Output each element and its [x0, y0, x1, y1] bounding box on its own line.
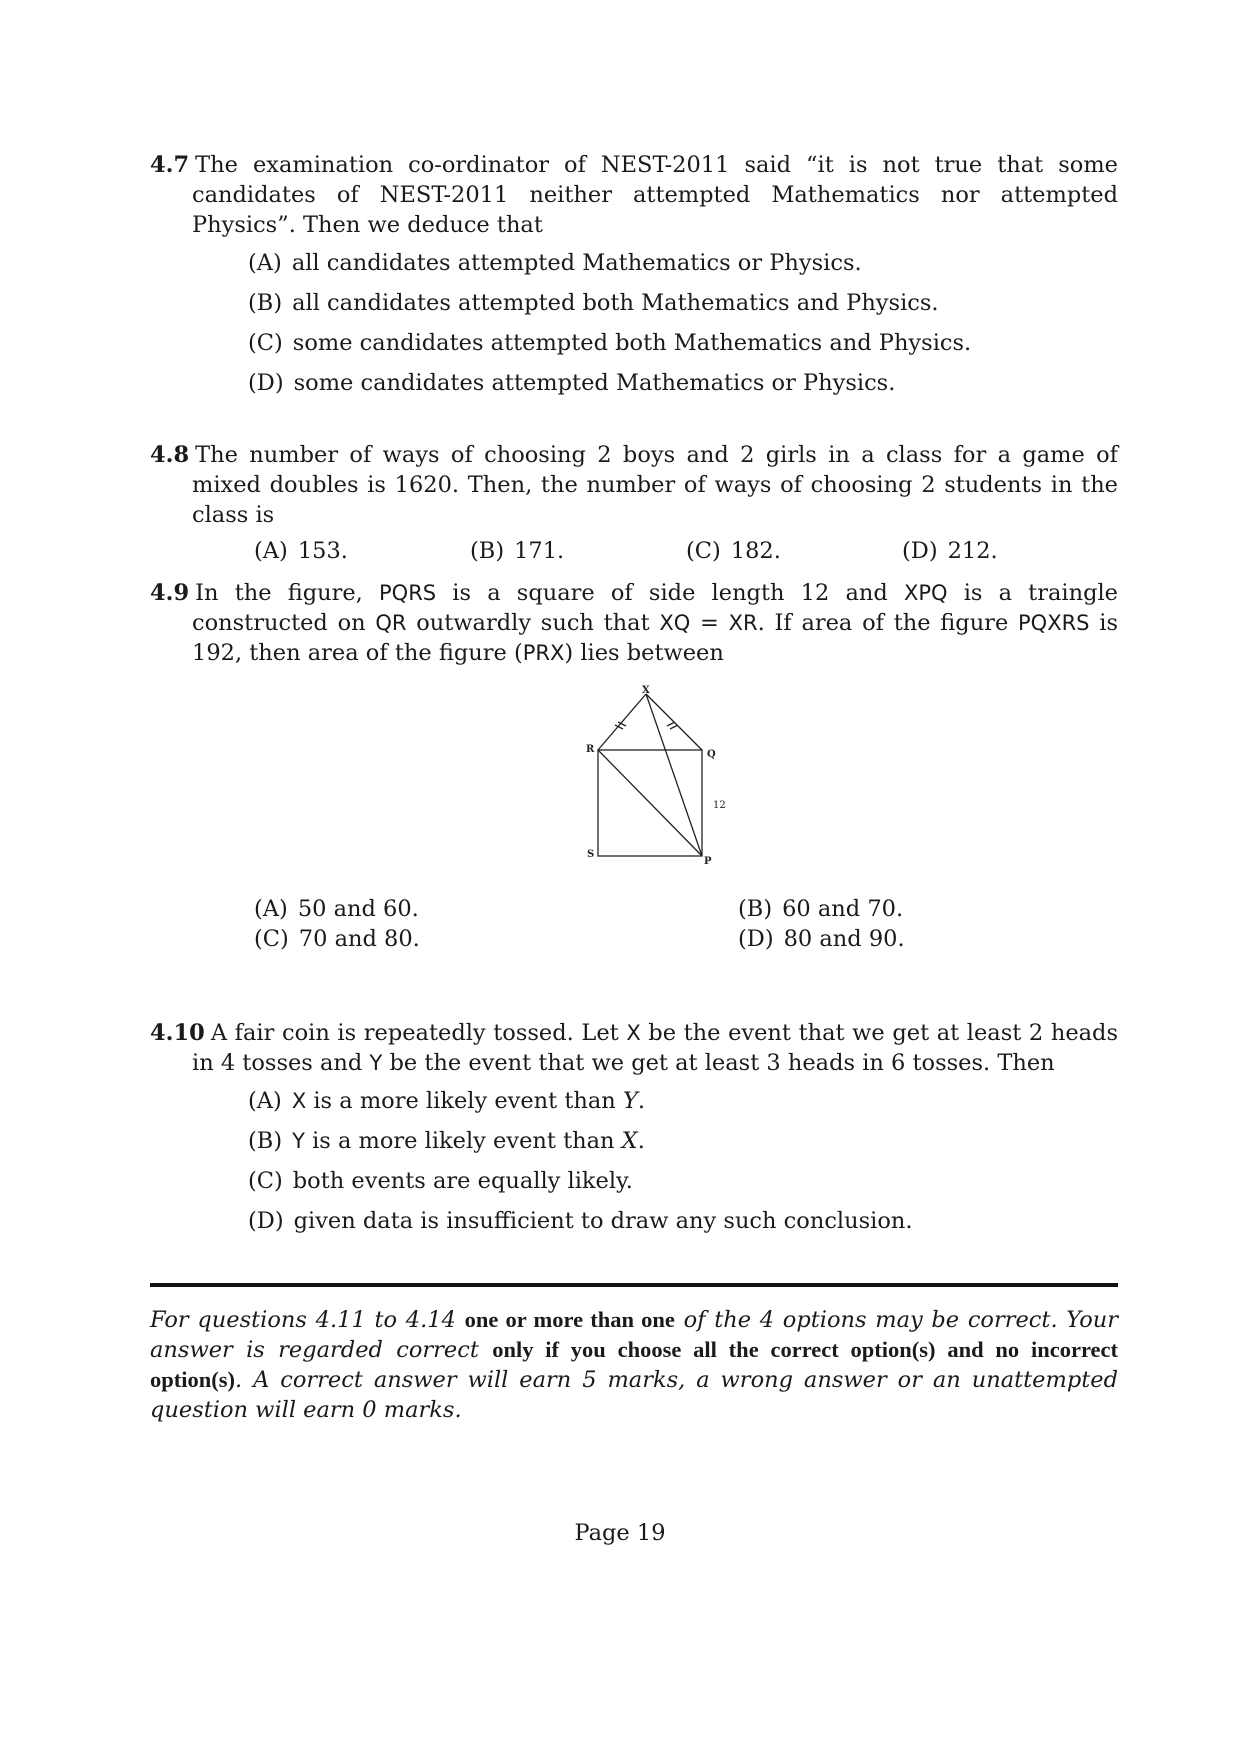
option-d[interactable]: (D) 212.: [902, 538, 998, 564]
option-d[interactable]: (D) given data is insufficient to draw any such conclusion.: [248, 1208, 913, 1234]
option-b[interactable]: (B) 171.: [470, 538, 565, 564]
options-list: [248, 1086, 1118, 1236]
option-b[interactable]: (B) 60 and 70.: [738, 896, 904, 922]
option-a[interactable]: (A) all candidates attempted Mathematics or Physics.: [248, 250, 862, 276]
option-c[interactable]: (C) 182.: [686, 538, 781, 564]
option-a[interactable]: (A) 50 and 60.: [254, 896, 419, 922]
section-divider: [150, 1283, 1118, 1287]
tick-mark: [670, 725, 678, 729]
label-r: R: [586, 744, 595, 755]
question-number: 4.10: [150, 1020, 205, 1046]
question-4-9: [150, 578, 1118, 954]
option-c[interactable]: (C) 70 and 80.: [254, 926, 420, 952]
option-a[interactable]: (A) X is a more likely event than Y.: [248, 1088, 645, 1114]
question-text: 4.10 A fair coin is repeatedly tossed. Let X be the event that we get at least 2 heads in 4 tosses and Y be the event that we get at least 3 heads in 6 tosses. Then: [150, 1020, 1118, 1076]
question-text: 4.8 The number of ways of choosing 2 boys and 2 girls in a class for a game of mixed doubles is 1620. Then, the number of ways of choosing 2 students in the class is: [150, 442, 1118, 528]
question-text: 4.7 The examination co-ordinator of NEST-2011 said “it is not true that some candidates of NEST-2011 neither attempted Mathematics nor attempted Physics”. Then we deduce that: [150, 152, 1118, 238]
options-list: [248, 248, 1118, 398]
diagonal-rp: [598, 750, 702, 856]
tick-mark: [667, 722, 675, 726]
side-xr: [598, 694, 646, 750]
page-number: Page 19: [574, 1520, 666, 1546]
label-x: X: [642, 685, 650, 696]
label-s: S: [587, 849, 595, 860]
question-text: 4.9 In the figure, PQRS is a square of side length 12 and XPQ is a traingle constructed on QR outwardly such that XQ = XR. If area of the figure PQXRS is 192, then area of the figure (PRX) lies between: [150, 580, 1118, 666]
label-p: P: [704, 856, 712, 867]
option-b[interactable]: (B) Y is a more likely event than X.: [248, 1128, 645, 1154]
side-length-label: 12: [713, 800, 726, 811]
question-number: 4.9: [150, 580, 190, 606]
question-4-8: [150, 440, 1118, 566]
label-q: Q: [707, 749, 716, 760]
question-number: 4.8: [150, 442, 190, 468]
option-c[interactable]: (C) some candidates attempted both Mathematics and Physics.: [248, 330, 972, 356]
option-d[interactable]: (D) 80 and 90.: [738, 926, 905, 952]
question-4-7: [150, 150, 1118, 408]
line-xp: [646, 694, 702, 856]
option-b[interactable]: (B) all candidates attempted both Mathematics and Physics.: [248, 290, 939, 316]
option-c[interactable]: (C) both events are equally likely.: [248, 1168, 633, 1194]
options-row: [254, 536, 1118, 566]
options-grid: [254, 894, 1118, 954]
question-number: 4.7: [150, 152, 190, 178]
square-triangle-figure: [150, 682, 1118, 882]
option-a[interactable]: (A) 153.: [254, 538, 348, 564]
instructions-note: For questions 4.11 to 4.14 one or more than one of the 4 options may be correct. Your answer is regarded correct only if you choose all the correct option(s) and no incorrect option(s). A correct answer will earn 5 marks, a wrong answer or an unattempted question will earn 0 marks.: [150, 1307, 1118, 1423]
option-d[interactable]: (D) some candidates attempted Mathematics or Physics.: [248, 370, 896, 396]
question-4-10: [150, 1018, 1118, 1246]
